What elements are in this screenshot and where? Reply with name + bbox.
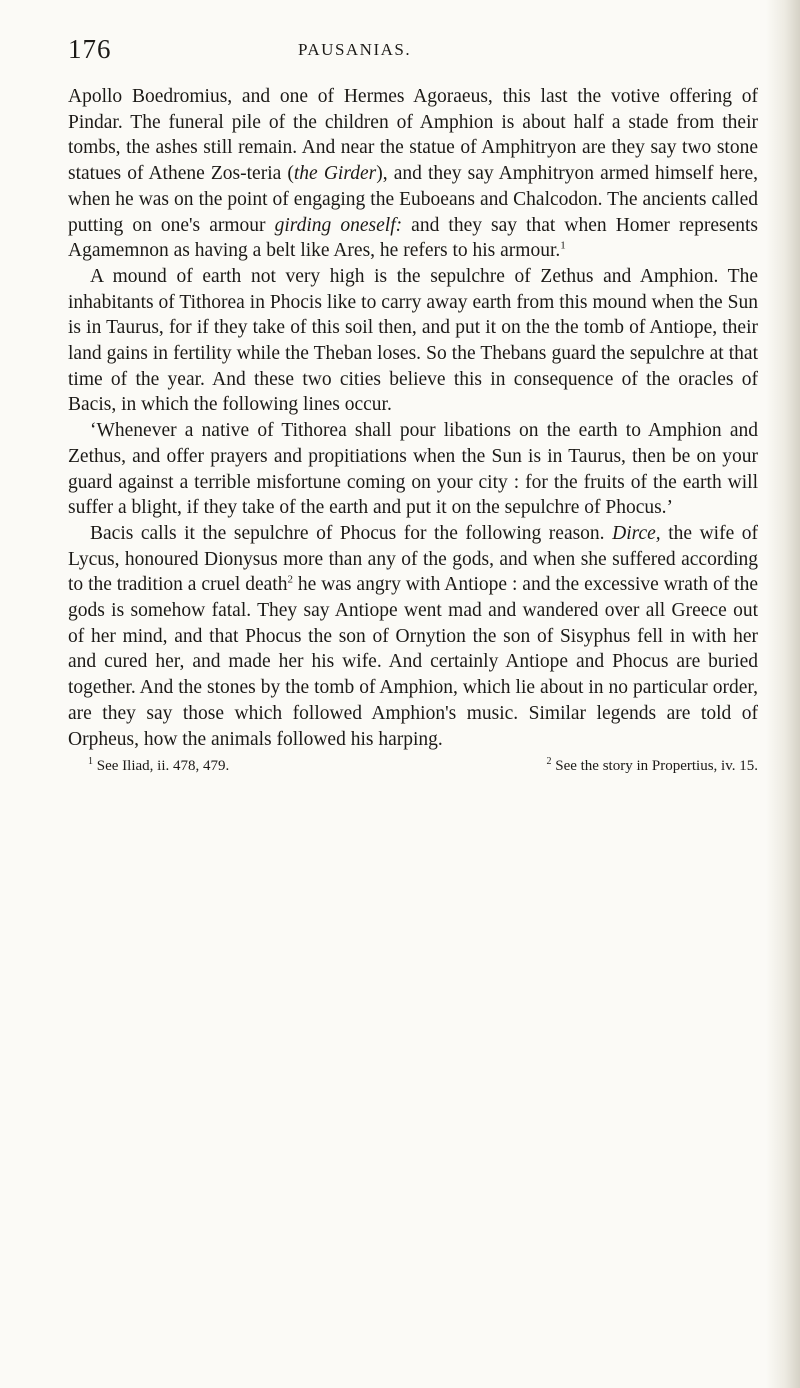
page-number: 176	[68, 34, 112, 64]
text-run: ), and they say Amphitryon armed himself here, when he was on the point of engaging the Euboeans and Chalcodon. The ancients called putting on one's armour	[68, 163, 758, 236]
italic-text: Dirce,	[612, 522, 661, 544]
footnote-mark: 2	[546, 756, 552, 768]
book-page	[68, 34, 758, 776]
text-run: the wife of Lycus, honoured Dionysus more than any of the gods, and when she suffered according to the tradition a cruel death	[68, 522, 759, 596]
text-run: A mound of earth not very high is the sepulchre of Zethus and Amphion. The inhabitants of Tithorea in Phocis like to carry away earth from this mound when the Sun is in Taurus, for if they take of this soil then, and put it on the the tomb of Antiope, their land gains in fertility while the Theban loses. So the Thebans guard the sepulchre at that time of the year. And these two cities believe this in consequence of the oracles of Bacis, in which the following lines occur.	[68, 265, 758, 416]
footnote	[88, 752, 229, 776]
footnote-text: See the story in Propertius, iv. 15.	[555, 758, 758, 775]
footnote-ref: 2	[287, 573, 293, 586]
italic-text: girding oneself:	[274, 214, 403, 236]
paragraph	[68, 264, 758, 418]
text-run: Apollo Boedromius, and one of Hermes Agoraeus, this last the votive offering of Pindar. The funeral pile of the children of Amphion is about half a stade from their tombs, the ashes still remain. And near the statue of Amphitryon are they say two stone statues of Athene Zos-teria (	[68, 86, 758, 185]
footnotes	[68, 752, 758, 776]
footnote-text: See Iliad, ii. 478, 479.	[96, 758, 230, 775]
paragraph	[68, 521, 758, 752]
text-run: ‘Whenever a native of Tithorea shall pour libations on the earth to Amphion and Zethus, and offer prayers and propitiations when the Sun is in Taurus, then be on your guard against a terrible misfortune coming on your city : for the fruits of the earth will suffer a blight, if they take of the earth and put it on the sepulchre of Phocus.’	[68, 420, 758, 519]
footnote-mark: 1	[88, 756, 93, 768]
running-title: PAUSANIAS.	[298, 40, 412, 59]
paragraph	[68, 418, 758, 521]
footnote-ref: 1	[560, 239, 566, 252]
body-text	[68, 84, 758, 752]
footnote	[546, 752, 758, 776]
text-run: he was angry with Antiope : and the excessive wrath of the gods is somehow fatal. They say Antiope went mad and wandered over all Greece out of her mind, and that Phocus the son of Ornytion the son of Sisyphus fell in with her and cured her, and made her his wife. And certainly Antiope and Phocus are buried together. And the stones by the tomb of Amphion, which lie about in no particular order, are they say those which followed Amphion's music. Similar legends are told of Orpheus, how the animals followed his harping.	[68, 574, 758, 750]
running-head	[68, 34, 758, 84]
italic-text: the Girder	[293, 163, 377, 185]
text-run: and they say that when Homer represents Agamemnon as having a belt like Ares, he refers to his armour.	[68, 214, 758, 262]
paragraph	[68, 84, 758, 264]
text-run: Bacis calls it the sepulchre of Phocus for the following reason.	[90, 522, 613, 544]
page-edge-shadow	[766, 0, 800, 1388]
